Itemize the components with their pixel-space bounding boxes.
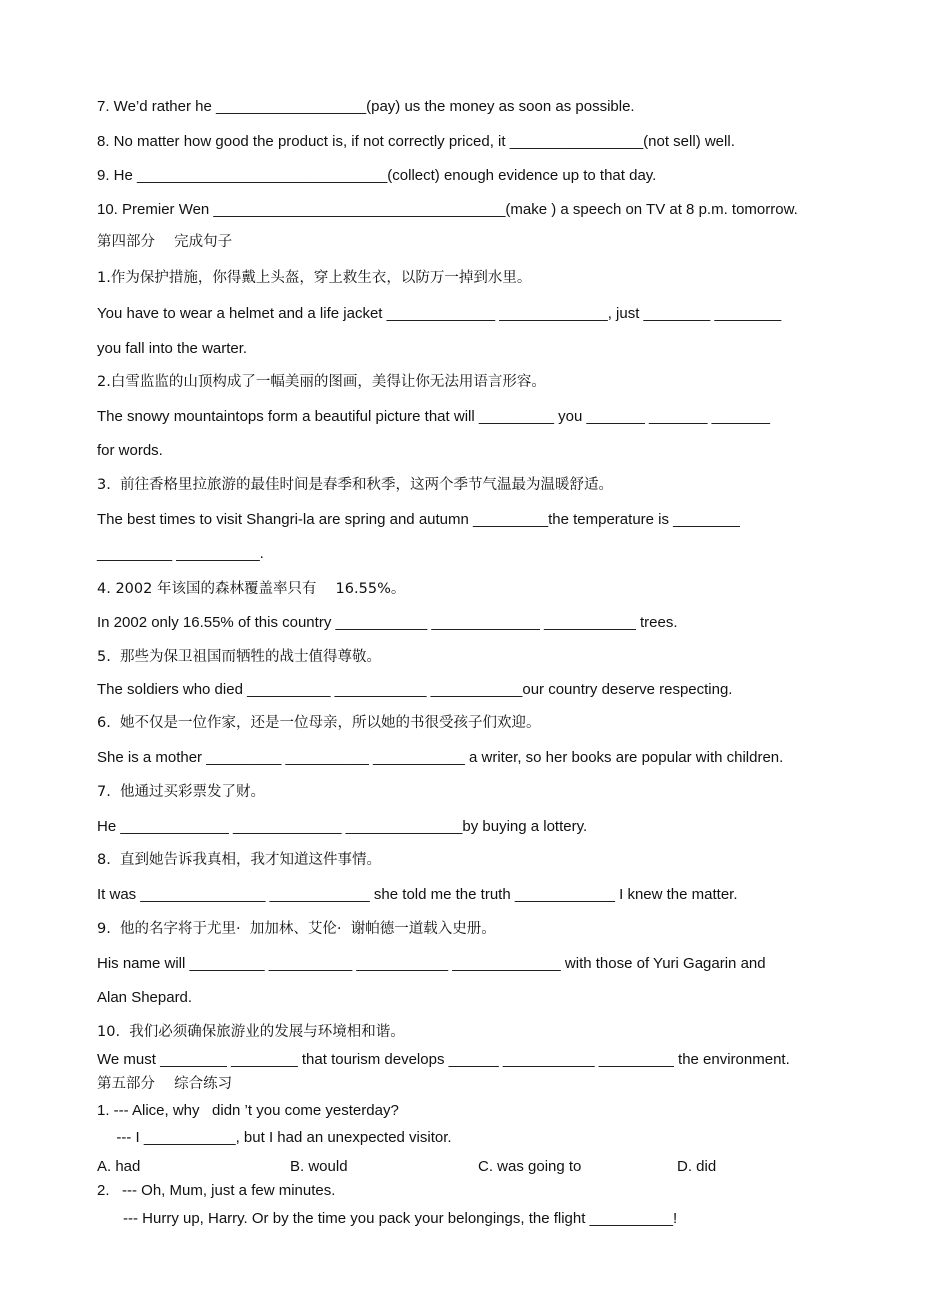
p5-q2-answer-line: --- Hurry up, Harry. Or by the time you pack your belongings, the flight __________! [123,1210,678,1227]
part5-heading: 第五部分 综合练习 [97,1076,233,1092]
part4-heading: 第四部分 完成句子 [97,234,233,250]
part3-item-8: 8. No matter how good the product is, if not correctly priced, it ________________(not sell) well. [97,133,735,150]
part3-item-7: 7. We’d rather he __________________(pay) us the money as soon as possible. [97,98,635,115]
part3-item-10: 10. Premier Wen ___________________________________(make ) a speech on TV at 8 p.m. tomorrow. [97,201,798,218]
p4-q9-english-line1: His name will _________ __________ ___________ _____________ with those of Yuri Gagarin and [97,955,766,972]
p4-q4-chinese: 4. 2002 年该国的森林覆盖率只有 16.55%。 [97,581,406,597]
p5-q2-question: 2. --- Oh, Mum, just a few minutes. [97,1182,336,1199]
p5-q1-option-a: A. had [97,1158,141,1175]
p4-q9-english-line2: Alan Shepard. [97,989,193,1006]
p4-q6-chinese: 6. 她不仅是一位作家，还是一位母亲，所以她的书很受孩子们欢迎。 [97,715,541,731]
p4-q5-chinese: 5. 那些为保卫祖国而牺牲的战士值得尊敬。 [97,649,382,665]
p4-q9-chinese: 9. 他的名字将于尤里· 加加林、艾伦· 谢帕德一道载入史册。 [97,921,496,937]
p5-q1-option-b: B. would [290,1158,348,1175]
p4-q6-english: She is a mother _________ __________ ___________ a writer, so her books are popular with children. [97,749,784,766]
p4-q2-chinese: 2.白雪监监的山顶构成了一幅美丽的图画，美得让你无法用语言形容。 [97,374,546,390]
p4-q10-english: We must ________ ________ that tourism develops ______ ___________ _________ the environment. [97,1051,790,1068]
p4-q8-english: It was _______________ ____________ she told me the truth ____________ I knew the matter. [97,886,738,903]
p5-q1-option-d: D. did [677,1158,717,1175]
p4-q3-english-line2: _________ __________. [97,545,264,562]
p5-q1-option-c: C. was going to [478,1158,582,1175]
p4-q10-chinese: 10. 我们必须确保旅游业的发展与环境相和谐。 [97,1024,405,1040]
p4-q7-chinese: 7. 他通过买彩票发了财。 [97,784,266,800]
p4-q2-english-line2: for words. [97,442,163,459]
p4-q1-chinese: 1.作为保护措施，你得戴上头盔，穿上救生衣，以防万一掉到水里。 [97,270,532,286]
p4-q8-chinese: 8. 直到她告诉我真相，我才知道这件事情。 [97,852,382,868]
p4-q3-chinese: 3. 前往香格里拉旅游的最佳时间是春季和秋季，这两个季节气温最为温暖舒适。 [97,477,614,493]
p4-q7-english: He _____________ _____________ ______________by buying a lottery. [97,818,588,835]
p4-q1-english-line2: you fall into the warter. [97,340,248,357]
part3-item-9: 9. He ______________________________(collect) enough evidence up to that day. [97,167,657,184]
p4-q2-english-line1: The snowy mountaintops form a beautiful picture that will _________ you _______ _______ _______ [97,408,770,425]
p4-q1-english-line1: You have to wear a helmet and a life jacket _____________ _____________, just ________ ________ [97,305,782,322]
p4-q4-english: In 2002 only 16.55% of this country ___________ _____________ ___________ trees. [97,614,678,631]
p4-q5-english: The soldiers who died __________ ___________ ___________our country deserve respecting. [97,681,733,698]
p5-q1-question: 1. --- Alice, why didn ’t you come yesterday? [97,1102,399,1119]
p4-q3-english-line1: The best times to visit Shangri-la are spring and autumn _________the temperature is ________ [97,511,740,528]
p5-q1-answer-line: --- I ___________, but I had an unexpected visitor. [108,1129,452,1146]
